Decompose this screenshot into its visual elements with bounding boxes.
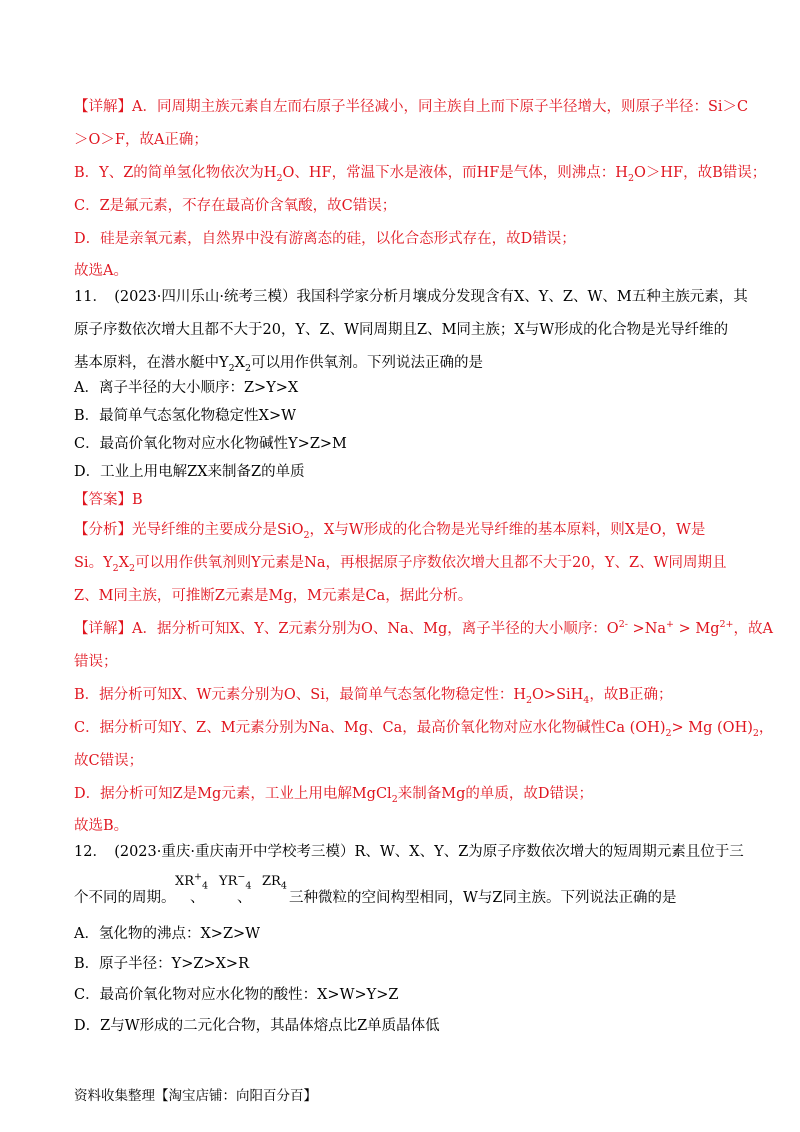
separator: 、 [237, 890, 252, 906]
q11-option-b: B．最简单气态氢化物稳定性X>W [74, 408, 297, 424]
footer-source: 资料收集整理【淘宝店铺：向阳百分百】 [74, 1088, 317, 1104]
q11-answer: 【答案】B [74, 492, 143, 508]
q11-option-d: D．工业上用电解ZX来制备Z的单质 [74, 464, 305, 480]
q12-option-a: A．氢化物的沸点：X>Z>W [74, 926, 261, 942]
q11-stem-line2: 原子序数依次增大且都不大于20，Y、Z、W同周期且Z、M同主族；X与W形成的化合物是光导纤维的 [74, 322, 729, 338]
separator: 、 [190, 890, 205, 906]
ion-zr4: $ZR_4$ [262, 874, 287, 892]
q12-option-c: C．最高价氧化物对应水化物的酸性：X>W>Y>Z [74, 987, 399, 1003]
q11-detail-a-line1: 【详解】A．据分析可知X、Y、Z元素分别为O、Na、Mg，离子半径的大小顺序：$O^{2-} >Na^+ > Mg^{2+}$，故A [74, 619, 774, 637]
detail-c: C．Z是氟元素，不存在最高价含氧酸，故C错误； [74, 198, 397, 214]
q11-option-c: C．最高价氧化物对应水化物碱性Y>Z>M [74, 436, 347, 452]
q12-stem-line2-post: 三种微粒的空间构型相同，W与Z同主族。下列说法正确的是 [289, 890, 677, 906]
q12-option-b: B．原子半径：Y>Z>X>R [74, 956, 249, 972]
ion-xr4-plus: $XR^+_4$ [175, 871, 209, 892]
ion-yr4-minus: $YR^-_4$ [219, 871, 252, 892]
q11-analysis-line3: Z、M同主族，可推断Z元素是Mg，M元素是Ca，据此分析。 [74, 588, 473, 604]
q12-stem-line1: 12． (2023·重庆·重庆南开中学校考三模）R、W、X、Y、Z为原子序数依次增大的短周期元素且位于三 [74, 844, 744, 860]
q11-stem-line1: 11． (2023·四川乐山·统考三模）我国科学家分析月壤成分发现含有X、Y、Z、W、M五种主族元素，其 [74, 289, 748, 305]
detail-a-line1: 【详解】A．同周期主族元素自左而右原子半径减小，同主族自上而下原子半径增大，则原子半径：Si＞C [74, 99, 749, 115]
detail-choose: 故选A。 [74, 263, 128, 279]
q11-detail-c-line2: 故C错误； [74, 753, 144, 769]
q11-detail-c-line1: C．据分析可知Y、Z、M元素分别为Na、Mg、Ca，最高价氧化物对应水化物碱性Ca $(OH)_2> Mg$ $(OH)_2$， [74, 720, 774, 739]
q11-option-a: A．离子半径的大小顺序：Z>Y>X [74, 380, 299, 396]
detail-b: B．Y、Z的简单氢化物依次为$H_2O$、HF，常温下水是液体，而HF是气体，则沸点：$H_2O>HF$，故B错误； [74, 165, 767, 184]
q11-analysis-line2: Si。$Y_2X_2$可以用作供氧剂则Y元素是Na，再根据原子序数依次增大且都不大于20，Y、Z、W同周期且 [74, 555, 727, 574]
q11-detail-d: D．据分析可知Z是Mg元素，工业上用电解MgCl$_2$来制备Mg的单质，故D错误； [74, 786, 594, 805]
q11-choose: 故选B。 [74, 818, 129, 834]
q11-stem-line3: 基本原料，在潜水艇中$Y_2X_2$可以用作供氧剂。下列说法正确的是 [74, 355, 483, 374]
q11-analysis-line1: 【分析】光导纤维的主要成分是SiO$_2$，X与W形成的化合物是光导纤维的基本原料，则X是O，W是 [74, 522, 706, 541]
detail-a-line2: ＞O＞F，故A正确； [74, 132, 208, 148]
q12-stem-line2-pre: 个不同的周期。 [74, 890, 176, 906]
q11-detail-a-line2: 错误； [74, 654, 118, 670]
q12-option-d: D．Z与W形成的二元化合物，其晶体熔点比Z单质晶体低 [74, 1018, 440, 1034]
q11-detail-b: B．据分析可知X、W元素分别为O、Si，最简单气态氢化物稳定性：$H_2O>SiH_4$，故B正确； [74, 687, 673, 706]
detail-d: D．硅是亲氧元素，自然界中没有游离态的硅，以化合态形式存在，故D错误； [74, 231, 576, 247]
